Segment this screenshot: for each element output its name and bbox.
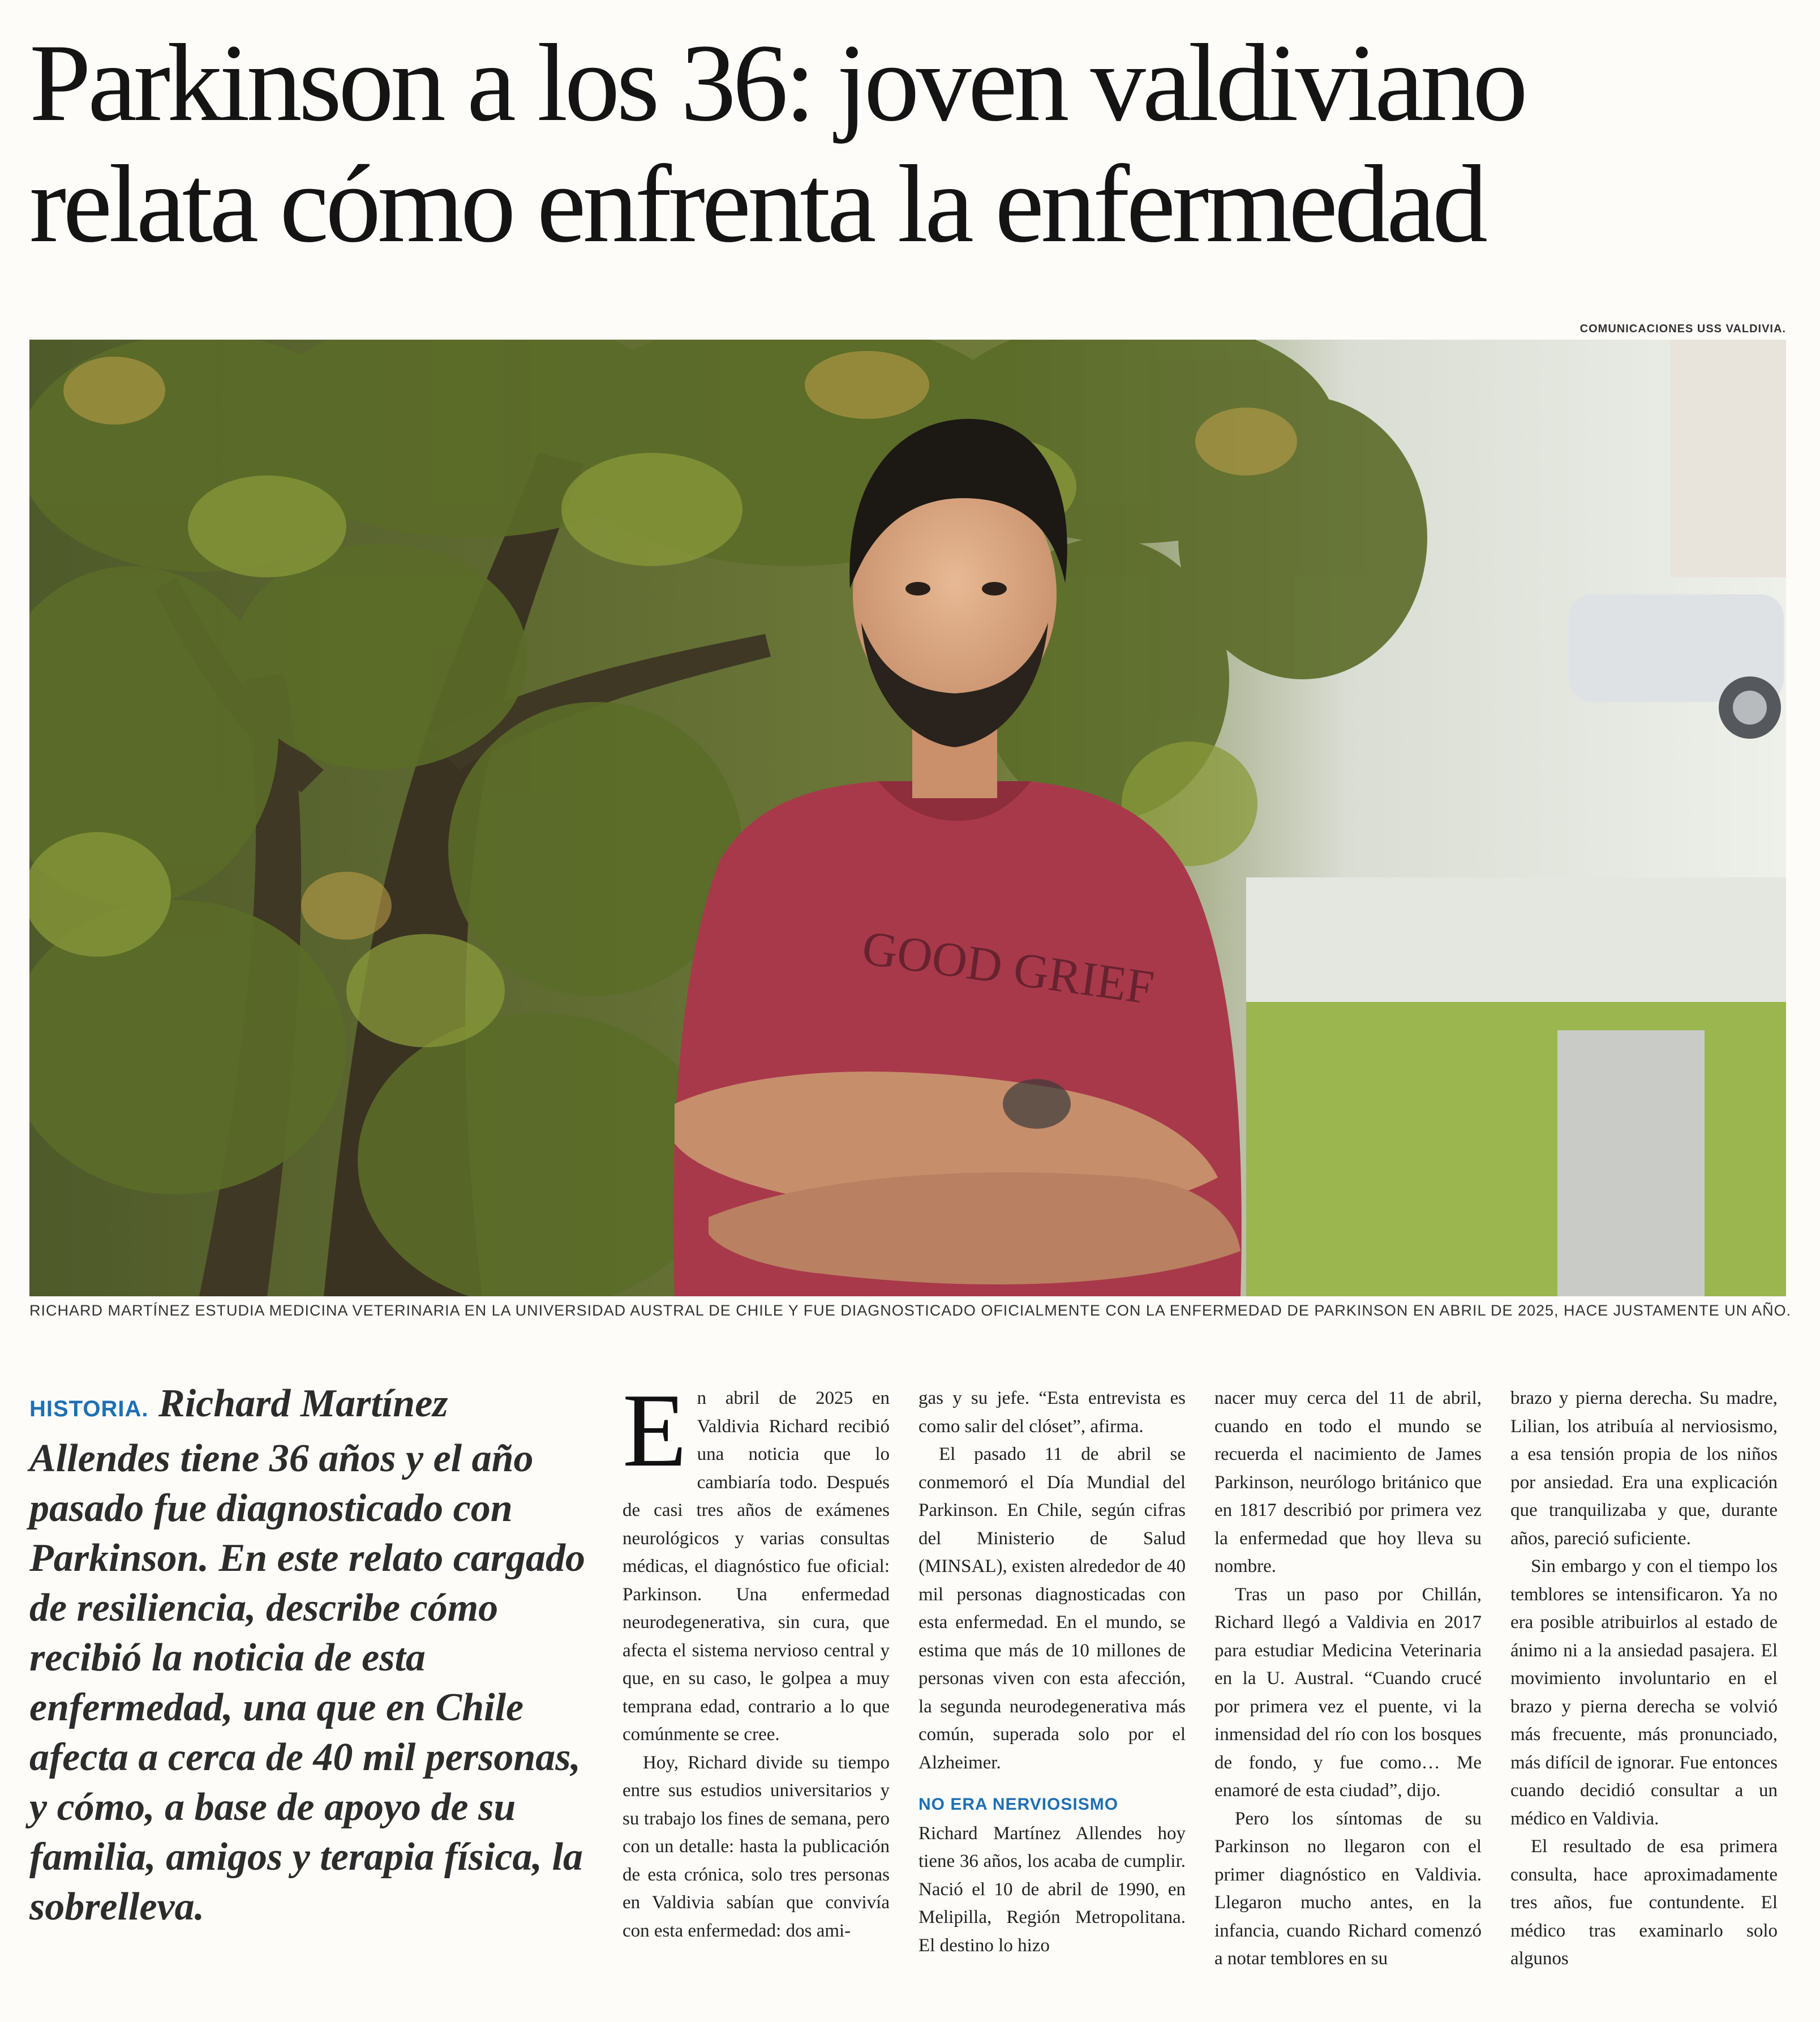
article-column-1 <box>623 1385 890 2007</box>
subheading: NO ERA NERVIOSISMO <box>918 1795 1119 1814</box>
paragraph: El pasado 11 de abril se conmemoró el Día Mundial del Parkinson. En Chile, según cifras del Ministerio de Salud (MINSAL), existen alrededor de 40 mil personas diagnosticadas con esta enfermedad. En el mundo, se estima que más de 10 millones de personas viven con esta afección, la segunda neurodegenerativa más común, superada solo por el Alzheimer. <box>918 1444 1186 1773</box>
drop-cap: E <box>623 1385 687 1489</box>
headline-line-1: Parkinson a los 36: joven valdiviano <box>29 22 1525 144</box>
article-photo <box>29 340 1786 1296</box>
paragraph: brazo y pierna derecha. Su madre, Lilian, los atribuía al nerviosismo, a esa tensión propia de los niños por ansiedad. Era una explicación que tranquilizaba y que, durante años, pareció suficiente. <box>1510 1388 1778 1549</box>
article-column-4 <box>1510 1385 1778 2007</box>
lede <box>29 1379 595 1932</box>
paragraph-text: n abril de 2025 en Valdivia Richard recibió una noticia que lo cambiaría todo. Después de casi tres años de exámenes neurológicos y varias consultas médicas, el diagnóstico fue oficial: Parkinson. Una enfermedad neurodegenerativa, sin cura, que afecta el sistema nervioso central y que, en su caso, le golpea a muy temprana edad, contrario a lo que comúnmente se cree. <box>623 1388 890 1745</box>
photo-credit: COMUNICACIONES USS VALDIVIA. <box>1579 323 1786 335</box>
paragraph <box>623 1385 890 1749</box>
paragraph: nacer muy cerca del 11 de abril, cuando en todo el mundo se recuerda el nacimiento de James Parkinson, neurólogo británico que en 1817 describió por primera vez la enfermedad que hoy lleva su nombre. <box>1214 1388 1482 1577</box>
paragraph: El resultado de esa primera consulta, hace aproximadamente tres años, fue contundente. El médico tras examinarlo solo algunos <box>1510 1836 1778 1969</box>
lede-text: Richard Martínez Allendes tiene 36 años y el año pasado fue diagnosticado con Parkinson. En este relato cargado de resiliencia, describe cómo recibió la noticia de esta enfermedad, una que en Chile afecta a cerca de 40 mil personas, y cómo, a base de apoyo de su familia, amigos y terapia física, la sobrelleva. <box>29 1382 586 1929</box>
paragraph: Hoy, Richard divide su tiempo entre sus estudios universitarios y su trabajo los fines de semana, pero con un detalle: hasta la publicación de esta crónica, solo tres personas en Valdivia sabían que convivía con esta enfermedad: dos ami- <box>623 1752 890 1941</box>
paragraph: Richard Martínez Allendes hoy tiene 36 años, los acaba de cumplir. Nació el 10 de abril de 1990, en Melipilla, Región Metropolitana. El destino lo hizo <box>918 1823 1186 1956</box>
lede-kicker: HISTORIA. <box>29 1396 149 1421</box>
headline-line-2: relata cómo enfrenta la enfermedad <box>29 143 1485 265</box>
paragraph: Sin embargo y con el tiempo los temblores se intensificaron. Ya no era posible atribuirlos al estado de ánimo ni a la ansiedad pasajera. El movimiento involuntario en el brazo y pierna derecha se volvió más frecuente, más pronunciado, más difícil de ignorar. Fue entonces cuando decidió consultar a un médico en Valdivia. <box>1510 1556 1778 1829</box>
headline <box>29 23 1789 265</box>
paragraph: gas y su jefe. “Esta entrevista es como salir del clóset”, afirma. <box>918 1388 1186 1437</box>
article-column-3 <box>1214 1385 1482 2007</box>
paragraph: Pero los síntomas de su Parkinson no llegaron con el primer diagnóstico en Valdivia. Llegaron mucho antes, en la infancia, cuando Richard comenzó a notar temblores en su <box>1214 1808 1482 1969</box>
paragraph: Tras un paso por Chillán, Richard llegó a Valdivia en 2017 para estudiar Medicina Veterinaria en la U. Austral. “Cuando crucé por primera vez el puente, vi la inmensidad del río con los bosques de fondo, y fue como… Me enamoré de esta ciudad”, dijo. <box>1214 1584 1482 1801</box>
article-column-2 <box>918 1385 1186 2007</box>
photo-caption: RICHARD MARTÍNEZ ESTUDIA MEDICINA VETERINARIA EN LA UNIVERSIDAD AUSTRAL DE CHILE Y FUE DIAGNOSTICADO OFICIALMENTE CON LA ENFERMEDAD DE PARKINSON EN ABRIL DE 2025, HACE JUSTAMENTE UN AÑO. <box>29 1302 1792 1319</box>
shirt-print: GOOD GRIEF <box>859 920 1157 1015</box>
